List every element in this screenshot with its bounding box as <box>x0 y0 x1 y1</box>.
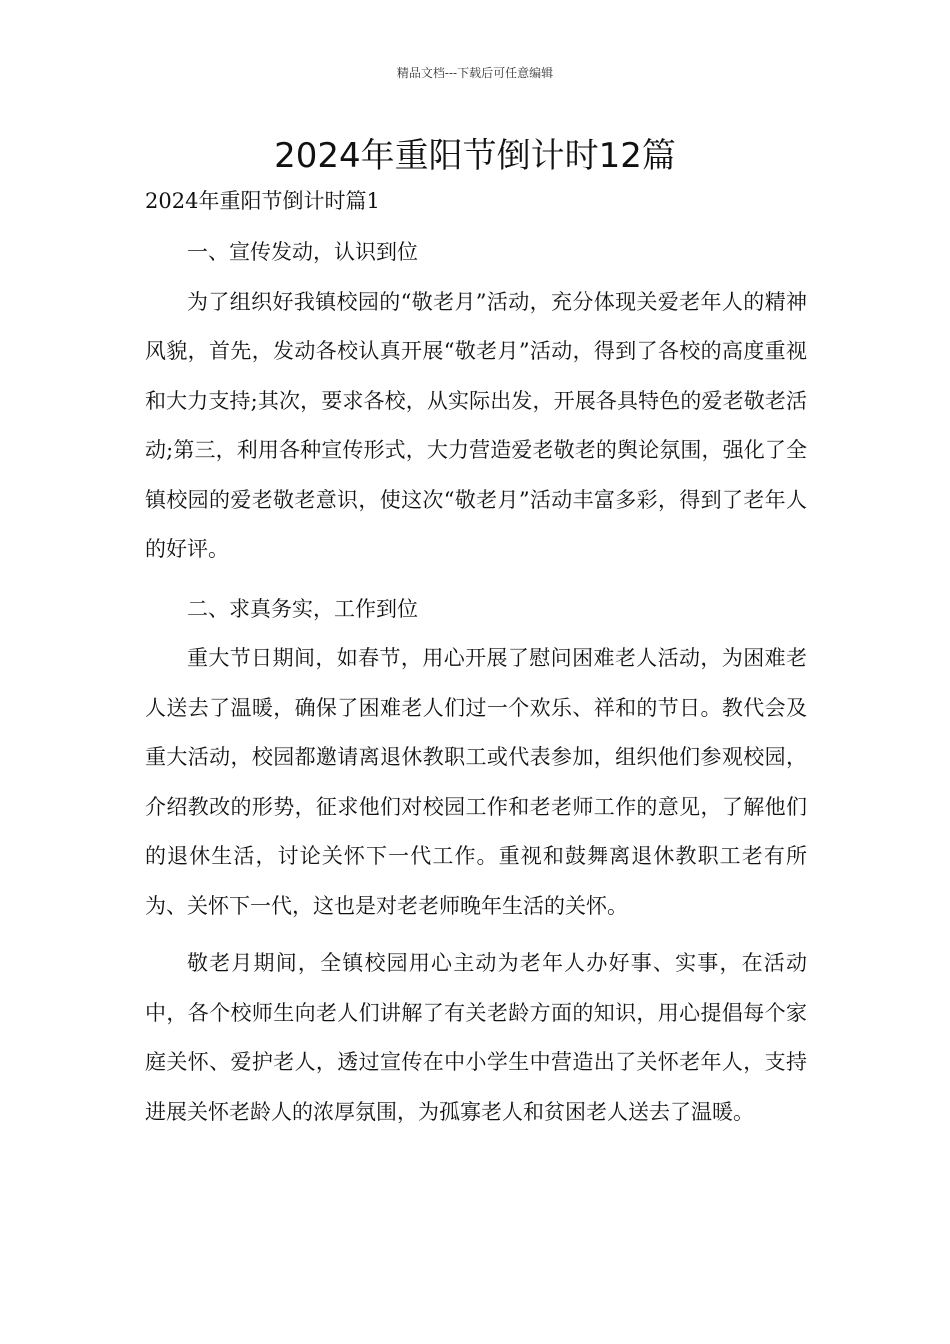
document-body <box>145 184 807 1137</box>
header-note: 精品文档---下载后可任意编辑 <box>396 66 554 80</box>
section-heading-1: 一、宣传发动，认识到位 <box>187 240 418 264</box>
article-subtitle: 2024年重阳节倒计时篇1 <box>145 189 380 213</box>
paragraph-3: 敬老月期间，全镇校园用心主动为老年人办好事、实事，在活动中，各个校师生向老人们讲解了有关老龄方面的知识，用心提倡每个家庭关怀、爱护老人，透过宣传在中小学生中营造出了关怀老年人，支持进展关怀老龄人的浓厚氛围，为孤寡老人和贫困老人送去了温暖。 <box>145 951 807 1124</box>
document-title: 2024年重阳节倒计时12篇 <box>274 136 676 176</box>
paragraph-1: 为了组织好我镇校园的“敬老月”活动，充分体现关爱老年人的精神风貌，首先，发动各校认真开展“敬老月”活动，得到了各校的高度重视和大力支持;其次，要求各校，从实际出发，开展各具特色的爱老敬老活动;第三，利用各种宣传形式，大力营造爱老敬老的舆论氛围，强化了全镇校园的爱老敬老意识，使这次“敬老月”活动丰富多彩，得到了老年人的好评。 <box>145 289 807 561</box>
paragraph-2: 重大节日期间，如春节，用心开展了慰问困难老人活动，为困难老人送去了温暖，确保了困难老人们过一个欢乐、祥和的节日。教代会及重大活动，校园都邀请离退休教职工或代表参加，组织他们参观校园，介绍教改的形势，征求他们对校园工作和老老师工作的意见，了解他们的退休生活，讨论关怀下一代工作。重视和鼓舞离退休教职工老有所为、关怀下一代，这也是对老老师晚年生活的关怀。 <box>145 646 807 918</box>
section-heading-2: 二、求真务实，工作到位 <box>187 596 418 621</box>
